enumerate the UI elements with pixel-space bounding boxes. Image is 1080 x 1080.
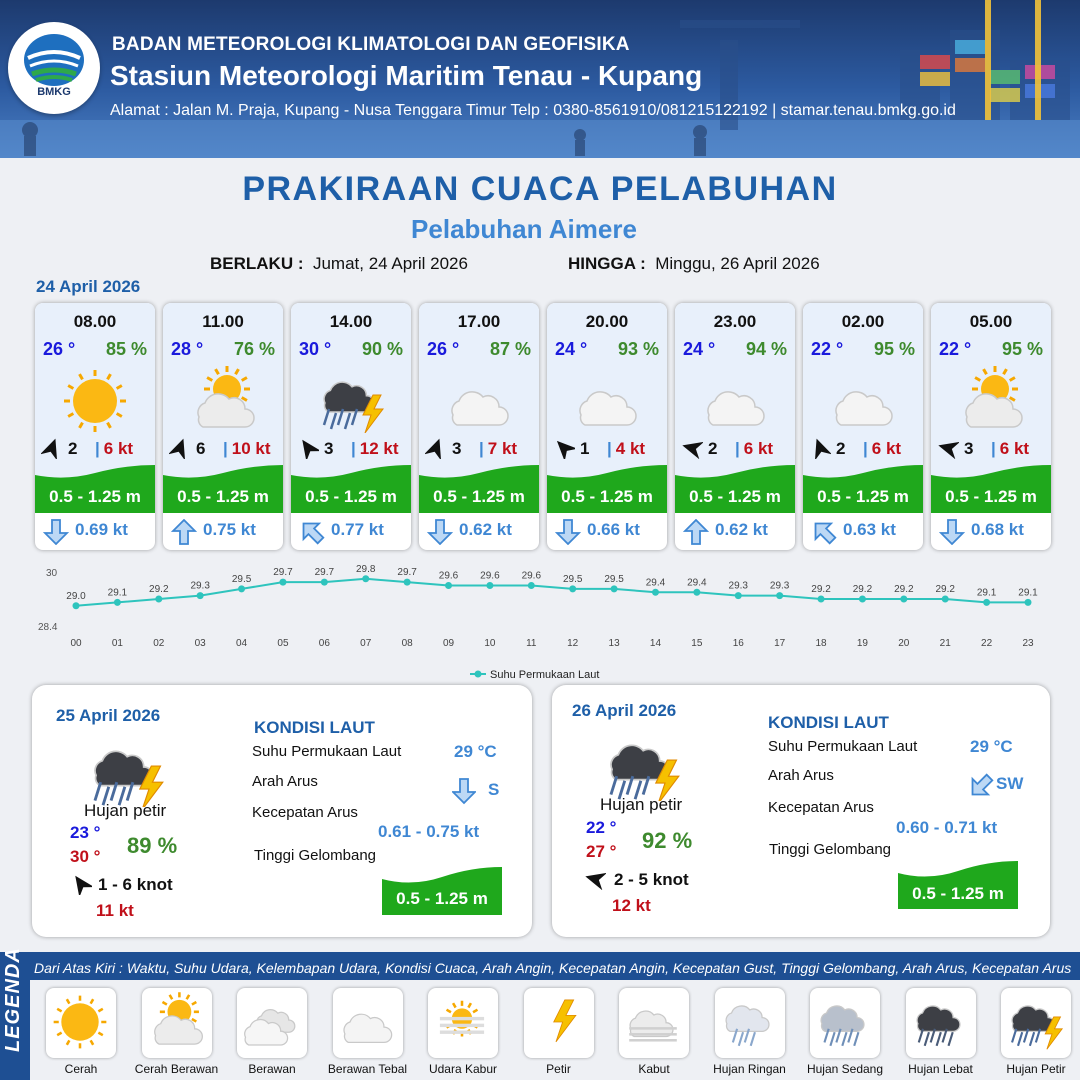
y-tick-label: 30	[46, 568, 58, 579]
current-direction-label: Arah Arus	[252, 773, 318, 790]
card-time: 20.00	[585, 312, 629, 331]
legend-item-label: Udara Kabur	[428, 1062, 498, 1076]
data-label: 29.2	[852, 584, 873, 595]
card-time: 11.00	[202, 312, 244, 331]
panel-humidity: 92 %	[642, 828, 693, 853]
card-gust: | 6 kt	[95, 439, 134, 458]
data-label: 29.6	[521, 570, 542, 582]
current-speed-label: Kecepatan Arus	[252, 804, 358, 821]
legend-item-label: Berawan	[248, 1062, 296, 1076]
current-direction-icon	[939, 519, 965, 545]
data-point	[114, 599, 121, 606]
data-label: 29.2	[894, 584, 914, 595]
station-address: Alamat : Jalan M. Praja, Kupang - Nusa Tenggara Timur Telp : 0380-8561910/081215122192 | stamar.tenau.bmkg.go.id	[110, 102, 956, 119]
data-point	[569, 585, 576, 592]
day1-date: 24 April 2026	[36, 277, 141, 296]
card-gust: | 6 kt	[991, 439, 1030, 458]
x-tick-label: 17	[774, 638, 786, 649]
wind-direction-icon	[169, 437, 191, 459]
card-temperature: 28 °	[171, 339, 204, 359]
data-label: 29.1	[1018, 587, 1038, 599]
cloud-icon	[567, 361, 647, 433]
logo-text: BMKG	[37, 86, 71, 98]
data-label: 29.4	[687, 577, 707, 589]
panel-gust: 12 kt	[612, 896, 651, 915]
card-gust-value: 6 kt	[871, 439, 902, 458]
wave-value: 0.5 - 1.25 m	[396, 889, 488, 908]
data-point	[197, 592, 204, 599]
x-tick-label: 02	[153, 638, 165, 649]
current-direction-icon	[452, 777, 476, 805]
card-gust: | 12 kt	[351, 439, 399, 458]
data-point	[652, 589, 659, 596]
card-wave-height: 0.5 - 1.25 m	[561, 487, 653, 506]
data-label: 29.7	[273, 567, 293, 579]
cloud-icon	[695, 361, 775, 433]
panel-gust: 11 kt	[96, 901, 134, 920]
bmkg-logo	[8, 22, 100, 114]
data-label: 29.2	[935, 584, 955, 595]
page-title: PRAKIRAAN CUACA PELABUHAN	[242, 170, 838, 208]
data-label: 29.3	[190, 580, 210, 592]
valid-to-value: Minggu, 26 April 2026	[655, 254, 820, 273]
card-wave-height: 0.5 - 1.25 m	[177, 487, 269, 506]
card-humidity: 90 %	[361, 339, 403, 359]
wind-direction-icon	[681, 437, 703, 459]
data-label: 29.3	[769, 580, 790, 592]
legend-item-8	[806, 988, 884, 1076]
data-point	[73, 602, 80, 609]
sun-cloud-icon	[183, 361, 263, 433]
wind-direction-icon	[584, 868, 606, 890]
data-point	[528, 582, 535, 589]
card-temperature: 30 °	[299, 339, 332, 359]
thunder-rain-icon	[596, 721, 692, 801]
data-label: 29.3	[728, 580, 748, 592]
station-name: Stasiun Meteorologi Maritim Tenau - Kupang	[110, 60, 703, 91]
data-point	[279, 579, 286, 586]
data-point	[404, 579, 411, 586]
data-label: 29.1	[976, 587, 997, 599]
current-direction-value: S	[488, 780, 500, 799]
card-time: 05.00	[969, 312, 1013, 331]
data-label: 29.6	[480, 570, 500, 582]
data-point	[942, 596, 949, 603]
legend-icon-box	[333, 988, 403, 1058]
current-direction-icon	[299, 519, 325, 545]
legend-item-label: Hujan Ringan	[713, 1062, 786, 1076]
legend-item-label: Hujan Sedang	[806, 1062, 884, 1076]
card-temperature: 24 °	[555, 339, 588, 359]
x-tick-label: 10	[484, 638, 496, 649]
forecast-card-7	[931, 303, 1051, 550]
panel-date: 25 April 2026	[56, 706, 161, 725]
fog-icon	[619, 988, 689, 1058]
data-point	[321, 579, 328, 586]
port-name: Pelabuhan Aimere	[411, 214, 637, 244]
card-wind-speed: 3	[324, 439, 334, 458]
data-point	[776, 592, 783, 599]
data-label: 29.8	[356, 563, 376, 575]
legend-item-7	[713, 988, 786, 1076]
data-point	[900, 596, 907, 603]
card-time: 23.00	[713, 312, 757, 331]
y-tick-label: 28.4	[38, 622, 58, 633]
x-tick-label: 23	[1022, 638, 1034, 649]
data-label: 29.7	[397, 567, 417, 579]
sst-label: Suhu Permukaan Laut	[252, 743, 402, 760]
series-line	[76, 579, 1028, 606]
data-point	[362, 575, 369, 582]
card-wave-height: 0.5 - 1.25 m	[689, 487, 781, 506]
thunder-rain-icon	[311, 361, 391, 433]
card-temperature: 24 °	[683, 339, 716, 359]
panel-condition: Hujan petir	[600, 795, 683, 814]
card-humidity: 93 %	[617, 339, 659, 359]
bmkg-emblem-icon	[8, 28, 100, 88]
card-gust-value: 7 kt	[487, 439, 518, 458]
card-wind-speed: 3	[964, 439, 974, 458]
card-gust-value: 6 kt	[743, 439, 774, 458]
legend-item-label: Cerah	[64, 1062, 98, 1076]
data-point	[155, 596, 162, 603]
sun-icon	[55, 361, 135, 433]
legend-icon-box	[428, 988, 498, 1058]
wave-value: 0.5 - 1.25 m	[912, 884, 1004, 903]
legend-item-10	[1001, 988, 1071, 1076]
forecast-card-3	[419, 303, 539, 550]
card-wind-speed: 2	[708, 439, 718, 458]
sst-label: Suhu Permukaan Laut	[768, 738, 918, 755]
data-point	[611, 585, 618, 592]
thunder-icon	[1001, 988, 1071, 1058]
forecast-card-1	[163, 303, 283, 550]
data-label: 29.2	[811, 584, 831, 595]
current-direction-label: Arah Arus	[768, 767, 834, 784]
current-speed-label: Kecepatan Arus	[768, 799, 874, 816]
card-wind-speed: 2	[68, 439, 78, 458]
data-point	[859, 596, 866, 603]
legend-item-label: Berawan Tebal	[327, 1062, 408, 1076]
current-speed-value: 0.60 - 0.71 kt	[896, 818, 998, 837]
card-current-speed: 0.69 kt	[75, 520, 128, 539]
sun-cloud-icon	[951, 361, 1031, 433]
card-wave-height: 0.5 - 1.25 m	[305, 487, 397, 506]
wind-direction-icon	[937, 437, 959, 459]
x-tick-label: 11	[526, 638, 537, 649]
x-tick-label: 19	[856, 638, 868, 649]
legend-icon-box	[237, 988, 307, 1058]
current-direction-icon	[683, 519, 709, 545]
forecast-card-0	[35, 303, 155, 550]
legend-icon-box	[142, 988, 212, 1058]
card-gust: | 7 kt	[479, 439, 518, 458]
card-gust-value: 6 kt	[103, 439, 134, 458]
legend-item-6	[619, 988, 689, 1076]
card-time: 17.00	[457, 312, 501, 331]
legend-bar	[0, 947, 1080, 1080]
sun-icon	[46, 988, 116, 1058]
card-current-speed: 0.66 kt	[587, 520, 640, 539]
header-banner	[0, 0, 1080, 158]
card-temperature: 26 °	[43, 339, 76, 359]
x-tick-label: 09	[442, 638, 455, 649]
card-gust-value: 10 kt	[231, 439, 271, 458]
card-time: 14.00	[329, 312, 373, 331]
legend-item-label: Petir	[546, 1062, 571, 1076]
legend-icon-box	[524, 988, 594, 1058]
x-tick-label: 08	[401, 638, 413, 649]
x-tick-label: 05	[277, 638, 289, 649]
card-wave-height: 0.5 - 1.25 m	[817, 487, 909, 506]
valid-to	[568, 254, 820, 274]
card-gust-value: 12 kt	[359, 439, 399, 458]
legend-description: Dari Atas Kiri : Waktu, Suhu Udara, Kelembapan Udara, Kondisi Cuaca, Arah Angin, Kecepatan Angin, Kecepatan Gust, Tinggi Gelombang, Arah Arus, Kecepatan Arus	[34, 960, 1072, 976]
wind-direction-icon	[553, 437, 575, 459]
x-tick-label: 04	[236, 638, 248, 649]
cloud-icon	[823, 361, 903, 433]
rain-medium-icon	[810, 988, 880, 1058]
legend-icon-box	[619, 988, 689, 1058]
card-wave-height: 0.5 - 1.25 m	[945, 487, 1037, 506]
current-direction-value: SW	[996, 774, 1024, 793]
data-label: 29.0	[66, 590, 86, 602]
panel-condition: Hujan petir	[84, 801, 167, 820]
sea-condition-heading: KONDISI LAUT	[254, 718, 375, 737]
haze-icon	[428, 988, 498, 1058]
data-point	[983, 599, 990, 606]
data-point	[735, 592, 742, 599]
current-speed-value: 0.61 - 0.75 kt	[378, 822, 480, 841]
wave-label: Tinggi Gelombang	[254, 847, 377, 864]
card-wind-speed: 3	[452, 439, 462, 458]
x-tick-label: 12	[567, 638, 579, 649]
wave-label: Tinggi Gelombang	[769, 841, 892, 858]
legend-series-name: Suhu Permukaan Laut	[490, 669, 600, 681]
valid-from-label: BERLAKU :	[210, 254, 304, 273]
x-tick-label: 06	[318, 638, 330, 649]
sst-value: 29 °C	[454, 742, 497, 761]
data-point	[1025, 599, 1032, 606]
lightning-icon	[524, 988, 594, 1058]
current-direction-icon	[171, 519, 197, 545]
data-point	[693, 589, 700, 596]
wind-direction-icon	[425, 437, 447, 459]
data-label: 29.4	[645, 577, 666, 589]
x-tick-label: 13	[608, 638, 620, 649]
legend-item-2	[237, 988, 307, 1076]
panel-temp-max: 27 °	[586, 842, 617, 861]
card-time: 08.00	[73, 312, 117, 331]
x-tick-label: 00	[70, 638, 82, 649]
legend-marker	[475, 671, 482, 678]
card-temperature: 26 °	[427, 339, 460, 359]
data-point	[445, 582, 452, 589]
data-label: 29.5	[562, 573, 583, 585]
x-tick-label: 03	[194, 638, 206, 649]
legend-item-label: Cerah Berawan	[134, 1062, 219, 1076]
card-gust-value: 6 kt	[999, 439, 1030, 458]
data-label: 29.6	[438, 570, 459, 582]
x-tick-label: 22	[981, 638, 993, 649]
card-humidity: 87 %	[489, 339, 531, 359]
valid-from	[210, 254, 468, 274]
current-direction-icon	[555, 519, 581, 545]
rain-heavy-icon	[906, 988, 976, 1058]
card-wave-height: 0.5 - 1.25 m	[433, 487, 525, 506]
legend-item-9	[906, 988, 976, 1076]
legend-item-label: Kabut	[638, 1062, 670, 1076]
x-tick-label: 21	[939, 638, 951, 649]
panel-temp-max: 30 °	[70, 847, 101, 866]
card-current-speed: 0.75 kt	[203, 520, 256, 539]
card-current-speed: 0.62 kt	[459, 520, 512, 539]
current-direction-icon	[966, 771, 996, 801]
forecast-card-6	[803, 303, 923, 550]
current-direction-icon	[427, 519, 453, 545]
panel-humidity: 89 %	[127, 833, 178, 858]
data-point	[818, 596, 825, 603]
legend-item-0	[46, 988, 116, 1076]
panel-date: 26 April 2026	[572, 701, 677, 720]
x-tick-label: 18	[815, 638, 827, 649]
cloud-icon	[439, 361, 519, 433]
legend-icon-box	[810, 988, 880, 1058]
cloud-icon	[333, 988, 403, 1058]
panel-wind: 1 - 6 knot	[98, 875, 173, 894]
sea-temperature-chart	[0, 560, 1080, 685]
rain-light-icon	[715, 988, 785, 1058]
current-direction-icon	[811, 519, 837, 545]
legend-item-3	[327, 988, 408, 1076]
valid-from-value: Jumat, 24 April 2026	[312, 254, 468, 273]
wind-direction-icon	[70, 873, 92, 895]
card-wind-speed: 1	[580, 439, 590, 458]
card-humidity: 95 %	[1001, 339, 1043, 359]
wind-direction-icon	[297, 437, 319, 459]
wind-direction-icon	[809, 437, 831, 459]
legend-icon-box	[906, 988, 976, 1058]
thunder-rain-icon	[80, 727, 176, 807]
card-time: 02.00	[841, 312, 885, 331]
forecast-card-2	[291, 303, 411, 550]
agency-name: BADAN METEOROLOGI KLIMATOLOGI DAN GEOFISIKA	[112, 34, 630, 55]
legend-icon-box	[1001, 988, 1071, 1058]
data-point	[486, 582, 493, 589]
wind-direction-icon	[41, 437, 63, 459]
sea-condition-heading: KONDISI LAUT	[768, 713, 889, 732]
cloudy-icon	[237, 988, 307, 1058]
card-current-speed: 0.77 kt	[331, 520, 384, 539]
card-humidity: 76 %	[233, 339, 275, 359]
card-gust: | 6 kt	[863, 439, 902, 458]
card-wind-speed: 2	[836, 439, 846, 458]
panel-temp-min: 23 °	[70, 823, 101, 842]
card-humidity: 95 %	[873, 339, 915, 359]
card-gust: | 6 kt	[735, 439, 774, 458]
legend-item-4	[428, 988, 498, 1076]
card-wave-height: 0.5 - 1.25 m	[49, 487, 141, 506]
card-current-speed: 0.62 kt	[715, 520, 768, 539]
data-label: 29.1	[107, 587, 128, 599]
data-label: 29.7	[314, 567, 335, 579]
x-tick-label: 07	[360, 638, 372, 649]
card-wind-speed: 6	[196, 439, 206, 458]
x-tick-label: 16	[732, 638, 744, 649]
x-tick-label: 15	[691, 638, 703, 649]
card-gust: | 10 kt	[223, 439, 271, 458]
current-direction-icon	[43, 519, 69, 545]
card-humidity: 85 %	[105, 339, 147, 359]
data-label: 29.5	[604, 573, 624, 585]
day-panel-1	[32, 685, 532, 937]
x-tick-label: 01	[111, 638, 123, 649]
card-humidity: 94 %	[745, 339, 787, 359]
legend-item-1	[134, 988, 219, 1076]
legend-icon-box	[46, 988, 116, 1058]
card-temperature: 22 °	[939, 339, 972, 359]
panel-temp-min: 22 °	[586, 818, 617, 837]
panel-wind: 2 - 5 knot	[614, 870, 689, 889]
legend-icon-box	[715, 988, 785, 1058]
valid-to-label: HINGGA :	[568, 254, 646, 273]
legend-item-label: Hujan Petir	[1006, 1062, 1066, 1076]
card-temperature: 22 °	[811, 339, 844, 359]
day-panel-2	[552, 685, 1050, 937]
x-tick-label: 14	[649, 638, 662, 649]
sun-cloud-icon	[142, 988, 212, 1058]
card-current-speed: 0.68 kt	[971, 520, 1024, 539]
forecast-card-4	[547, 303, 667, 550]
card-gust-value: 4 kt	[615, 439, 646, 458]
data-label: 29.2	[149, 584, 169, 595]
sst-value: 29 °C	[970, 737, 1013, 756]
legend-item-5	[524, 988, 594, 1076]
card-current-speed: 0.63 kt	[843, 520, 896, 539]
legend-label: LEGENDA	[2, 947, 24, 1052]
legend-item-label: Hujan Lebat	[908, 1062, 973, 1076]
x-tick-label: 20	[898, 638, 910, 649]
card-gust: | 4 kt	[607, 439, 646, 458]
data-point	[238, 585, 245, 592]
forecast-card-5	[675, 303, 795, 550]
data-label: 29.5	[231, 573, 252, 585]
